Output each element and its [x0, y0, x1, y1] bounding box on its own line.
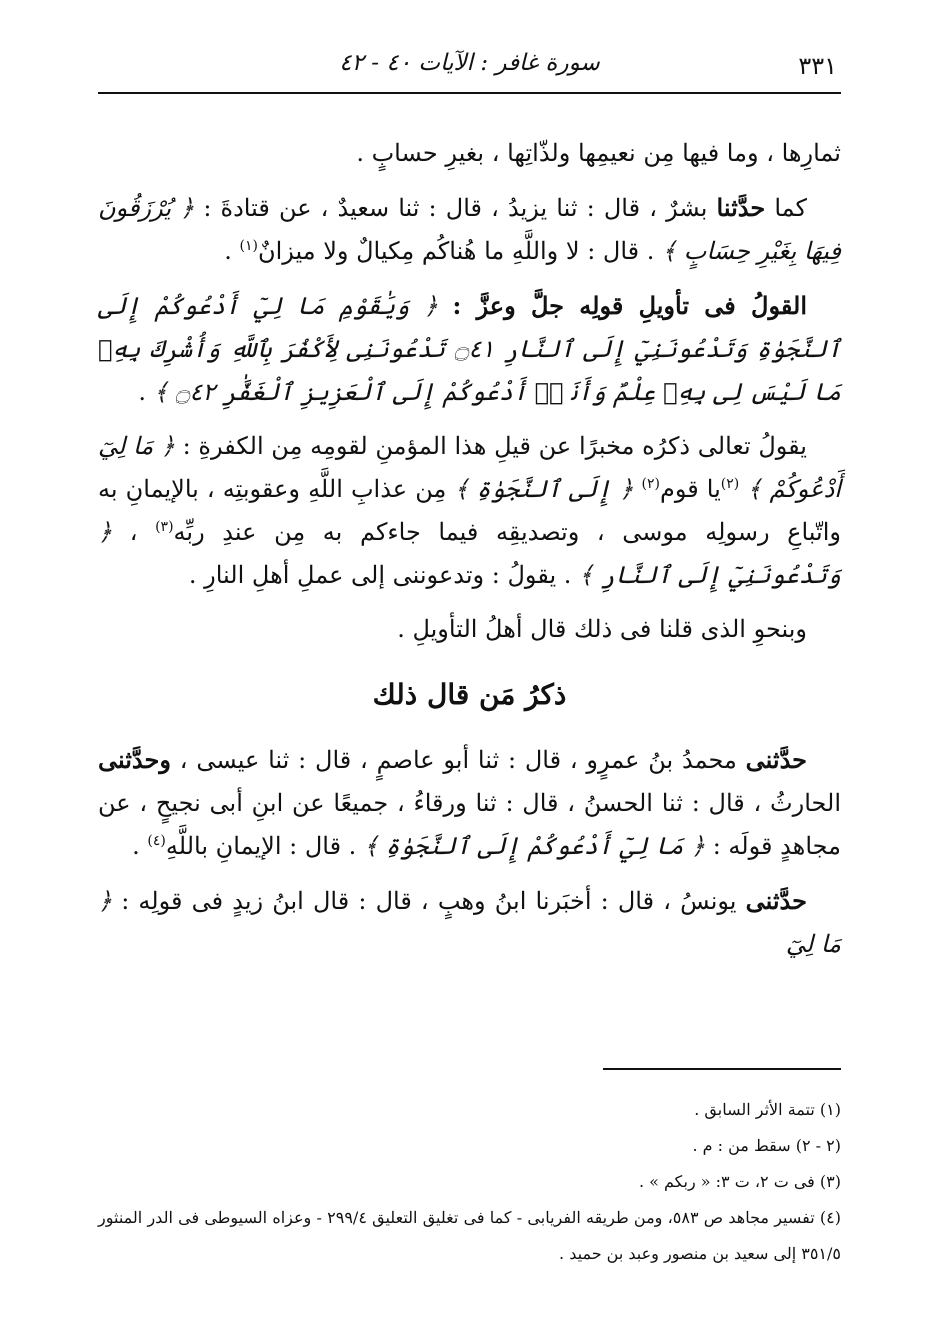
- footnote-ref: (٣): [155, 519, 174, 535]
- footnote-ref: (٤): [147, 833, 166, 849]
- text: كما: [774, 194, 807, 222]
- running-title: سورة غافر : الآيات ٤٠ - ٤٢: [339, 50, 600, 76]
- main-text: [98, 132, 841, 977]
- text: ،: [129, 518, 138, 546]
- paragraph-1: ثمارِها ، وما فيها مِن نعيمِها ولذّاتِها ، بغيرِ حسابٍ .: [356, 139, 841, 167]
- narration-term: وحدَّثنى: [98, 745, 171, 774]
- paragraph-4: [98, 425, 841, 597]
- text: . قال : لا واللَّهِ ما هُناكُم مِكيالٌ ولا ميزانٌ: [257, 237, 655, 265]
- quran-quote: ﴿ مَا لِيٓ أَدْعُوكُمْ ﴾: [98, 432, 841, 503]
- footnote-ref: (١): [239, 238, 258, 254]
- text: يونسُ ، قال : أخبَرنا ابنُ وهبٍ ، قال : قال ابنُ زيدٍ فى قولِه :: [121, 887, 737, 915]
- text: . قال : الإيمانِ باللَّهِ: [165, 832, 357, 860]
- footnote-2: (٢ - ٢) سقط من : م .: [692, 1136, 841, 1155]
- section-lead: القولُ فى تأويلِ قولِه جلَّ وعزَّ :: [452, 291, 807, 320]
- footnote-1: (١) تتمة الأثر السابق .: [694, 1100, 841, 1119]
- narration-term: حدَّثنا: [716, 193, 766, 222]
- quran-quote: ﴿ وَتَدْعُونَنِيٓ إِلَى ٱلنَّارِ ﴾: [98, 518, 841, 589]
- narration-term: حدَّثنى: [745, 745, 807, 774]
- page-header: [98, 36, 841, 94]
- text: .: [138, 378, 147, 406]
- text: بشرٌ ، قال : ثنا يزيدُ ، قال : ثنا سعيدٌ ، عن قتادةَ :: [203, 194, 708, 222]
- page-number: ٣٣١: [798, 52, 837, 80]
- text: يا قوم: [659, 475, 721, 503]
- paragraph-7: [98, 879, 841, 966]
- text: .: [132, 832, 140, 860]
- text: الحارثُ ، قال : ثنا الحسنُ ، قال : ثنا ورقاءُ ، جميعًا عن ابنِ أبى نجيحٍ ، عن مجاهدٍ قولَه :: [98, 789, 841, 860]
- footnote-divider: [603, 1068, 841, 1070]
- text: .: [224, 237, 232, 265]
- quran-quote: ﴿ إِلَى ٱلنَّجَوٰةِ ﴾: [454, 475, 634, 503]
- paragraph-5: وبنحوِ الذى قلنا فى ذلك قال أهلُ التأويلِ .: [397, 615, 807, 643]
- footnotes: [98, 1092, 841, 1272]
- section-heading: ذكرُ مَن قال ذلك: [372, 678, 567, 711]
- narration-term: حدَّثنى: [745, 886, 807, 915]
- text: مِن عذابِ اللَّهِ وعقوبتِه ، بالإيمانِ به واتّباعِ رسولِه موسى ، وتصديقِه فيما جاءكم به مِن عندِ ربِّه: [98, 475, 841, 546]
- text: . يقولُ : وتدعوننى إلى عملِ أهلِ النارِ .: [188, 561, 572, 589]
- footnote-4: (٤) تفسير مجاهد ص ٥٨٣، ومن طريقه الفريابى - كما فى تغليق التعليق ٢٩٩/٤ - وعزاه السيوطى فى الدر المنثور ٣٥١/٥ إلى سعيد بن منصور وعبد بن حميد .: [98, 1208, 842, 1263]
- paragraph-6: [98, 738, 841, 868]
- quran-quote: ﴿ مَا لِيٓ: [98, 887, 841, 958]
- paragraph-2: [98, 186, 841, 273]
- paragraph-3: [98, 284, 841, 414]
- text: يقولُ تعالى ذكرُه مخبرًا عن قيلِ هذا المؤمنِ لقومِه مِن الكفرةِ :: [182, 432, 807, 460]
- footnote-ref: (٢): [720, 476, 740, 492]
- quran-quote: ﴿ يُرْزَقُونَ فِيهَا بِغَيْرِ حِسَابٍ ﴾: [98, 194, 841, 265]
- footnote-ref: (٢): [641, 476, 660, 492]
- footnote-3: (٣) فى ت ٢، ت ٣: « ربكم » .: [638, 1172, 841, 1191]
- quran-quote: ﴿ وَيَٰقَوْمِ مَا لِيٓ أَدْعُوكُمْ إِلَى ٱلنَّجَوٰةِ وَتَدْعُونَنِيٓ إِلَى ٱلنَّارِ ۝٤١ تَدْعُونَنِى لِأَكْفُرَ بِٱللَّهِ وَأُشْرِكَ بِهِۦ مَا لَيْسَ لِى بِهِۦ عِلْمٌ وَأَنَا۠ أَدْعُوكُمْ إِلَى ٱلْعَزِيزِ ٱلْغَفَّٰرِ ۝٤٢ ﴾: [98, 292, 842, 406]
- text: محمدُ بنُ عمرٍو ، قال : ثنا أبو عاصمٍ ، قال : ثنا عيسى ،: [179, 746, 737, 774]
- quran-quote: ﴿ مَا لِيٓ أَدْعُوكُمْ إِلَى ٱلنَّجَوٰةِ ﴾: [363, 832, 706, 860]
